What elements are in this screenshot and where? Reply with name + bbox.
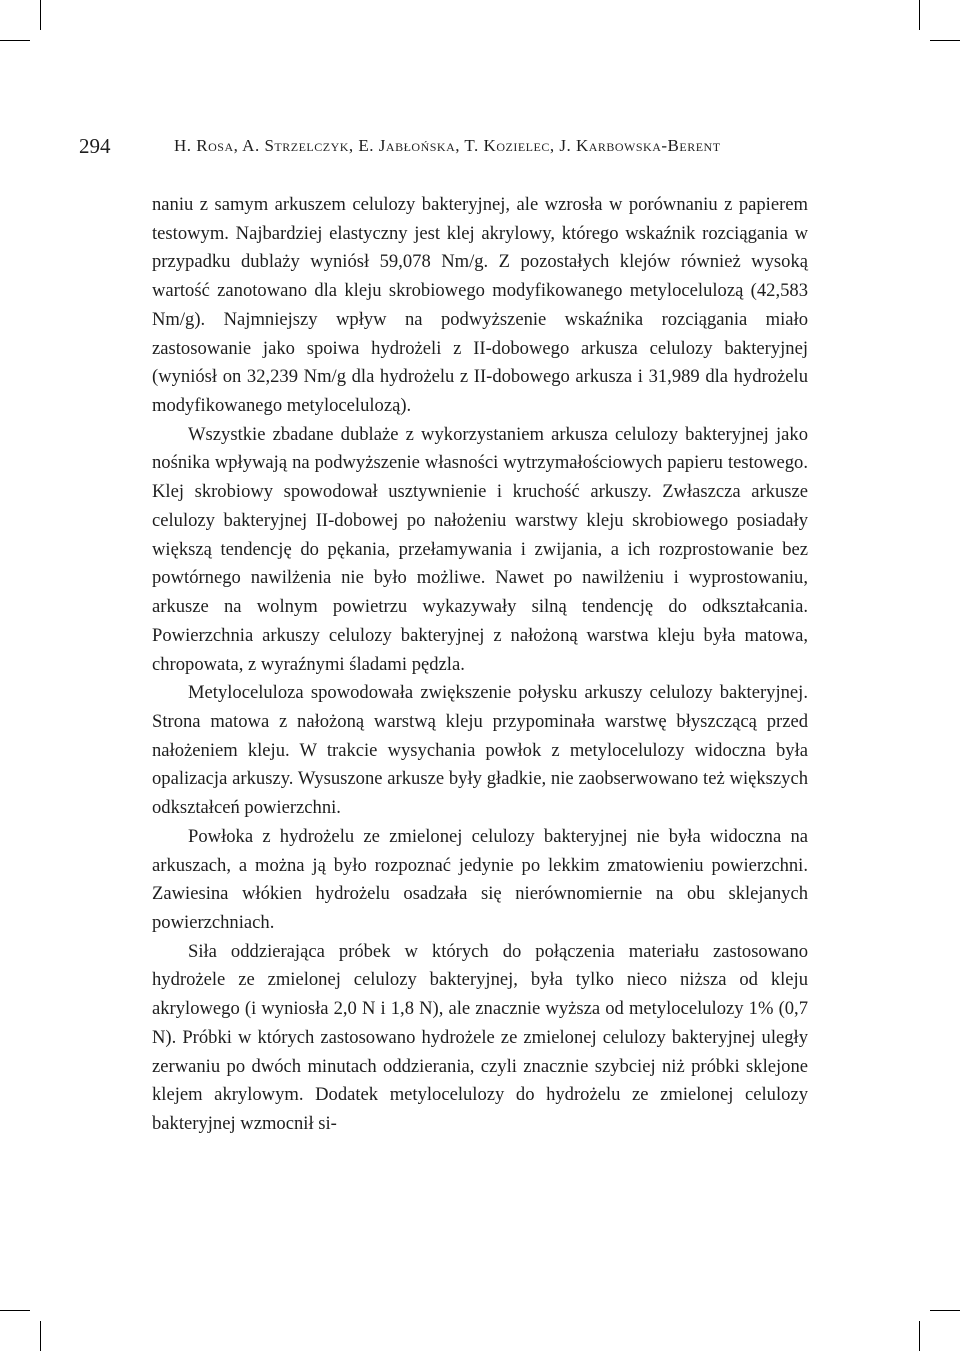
crop-mark-top-left-h [0,40,30,41]
paragraph: Wszystkie zbadane dublaże z wykorzystaniem arkusza celulozy bakteryjnej jako nośnika wpływają na podwyższenie własności wytrzymałościowych papieru testowego. Klej skrobiowy spowodował usztywnienie i kruchość arkuszy. Zwłaszcza arkusze celulozy bakteryjnej II-dobowej po nałożeniu warstwy kleju skrobiowego posiadały większą tendencję do pękania, przełamywania i zwijania, a ich rozprostowanie bez powtórnego nawilżenia nie było możliwe. Nawet po nawilżeniu i wyprostowaniu, arkusze na wolnym powietrzu wykazywały silną tendencję do odkształcania. Powierzchnia arkuszy celulozy bakteryjnej z nałożoną warstwa kleju była matowa, chropowata, z wyraźnymi śladami pędzla. [152,423,808,675]
crop-mark-top-right [919,0,920,30]
paragraph: Powłoka z hydrożelu ze zmielonej celulozy bakteryjnej nie była widoczna na arkuszach, a można ją było rozpoznać jedynie po lekkim zmatowieniu powierzchni. Zawiesina włókien hydrożelu osadzała się nierównomiernie na obu sklejanych powierzchniach. [152,825,808,933]
paragraph-continuation: naniu z samym arkuszem celulozy bakteryjnej, ale wzrosła w porównaniu z papierem testowym. Najbardziej elastyczny jest klej akrylowy, którego wskaźnik rozciągania w przypadku dublaży wyniósł 59,078 Nm/g. Z pozostałych klejów również wysoką wartość zanotowano dla kleju skrobiowego modyfikowanego metylocelulozą (42,583 Nm/g). Najmniejszy wpływ na podwyższenie wskaźnika rozciągania miało zastosowanie jako spoiwa hydrożeli z II-dobowego arkusza celulozy bakteryjnej (wyniósł on 32,239 Nm/g dla hydrożelu z II-dobowego arkusza i 31,989 dla hydrożelu modyfikowanego metylocelulozą). [152,194,808,417]
page-number: 294 [79,134,111,158]
crop-mark-bottom-left-h [0,1310,30,1311]
crop-mark-bottom-right-h [930,1310,960,1311]
paragraph: Metyloceluloza spowodowała zwiększenie połysku arkuszy celulozy bakteryjnej. Strona matowa z nałożoną warstwą kleju przypominała warstwę błyszczącą przed nałożeniem kleju. W trakcie wysychania powłok z metylocelulozy widoczna była opalizacja arkuszy. Wysuszone arkusze były gładkie, nie zaobserwowano też większych odkształceń powierzchni. [152,682,808,819]
crop-mark-top-right-h [930,40,960,41]
running-head-authors: H. Rosa, A. Strzelczyk, E. Jabłońska, T. Kozielec, J. Karbowska-Berent [174,136,721,155]
body-text [152,191,808,1139]
crop-mark-bottom-left [40,1321,41,1351]
page-header [79,133,809,159]
crop-mark-bottom-right [919,1321,920,1351]
crop-mark-top-left [40,0,41,30]
paragraph: Siła oddzierająca próbek w których do połączenia materiału zastosowano hydrożele ze zmielonej celulozy bakteryjnej, była tylko nieco niższa od kleju akrylowego (i wyniosła 2,0 N i 1,8 N), ale znacznie wyższa od metylocelulozy 1% (0,7 N). Próbki w których zastosowano hydrożele ze zmielonej celulozy bakteryjnej uległy zerwaniu po dwóch minutach oddzierania, czyli znacznie szybciej niż próbki sklejone klejem akrylowym. Dodatek metylocelulozy do hydrożelu ze zmielonej celulozy bakteryjnej wzmocnił si- [152,940,808,1134]
